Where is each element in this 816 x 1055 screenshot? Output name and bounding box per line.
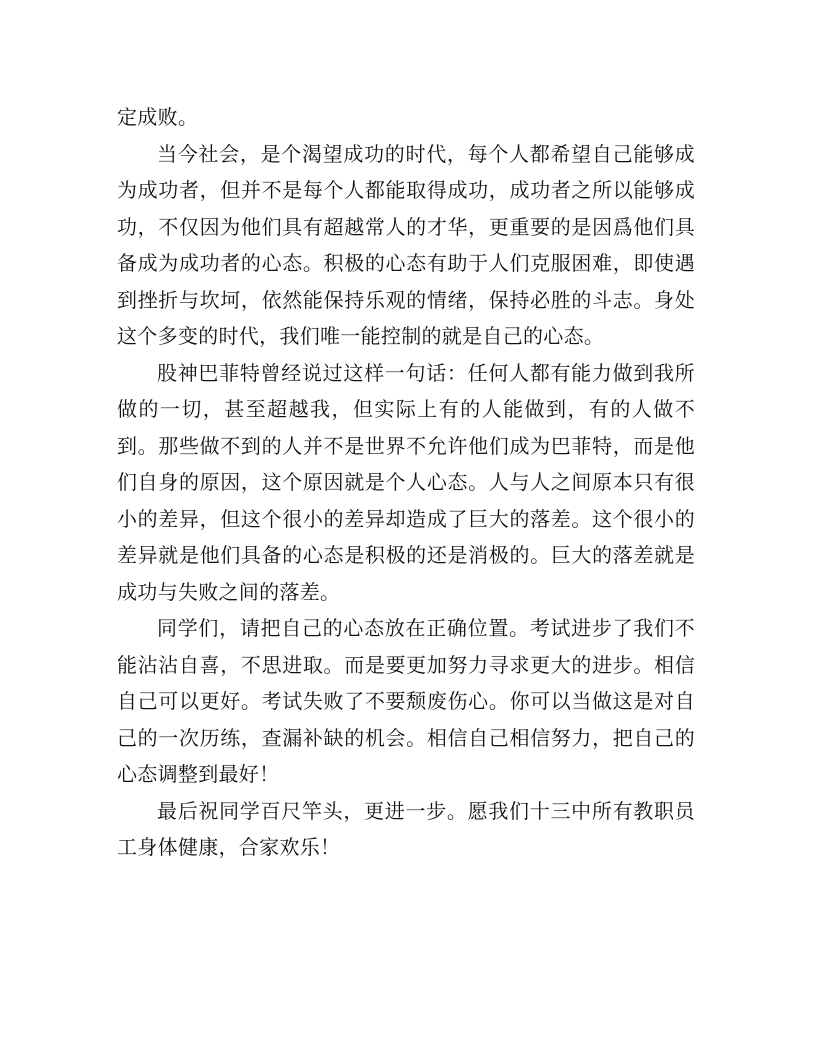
paragraph-students-mindset: 同学们，请把自己的心态放在正确位置。考试进步了我们不能沾沾自喜，不思进取。而是要更加努力寻求更大的进步。相信自己可以更好。考试失败了不要颓废伤心。你可以当做这是对自己的一次历练，查漏补缺的机会。相信自己相信努力，把自己的心态调整到最好！ (117, 616, 695, 786)
paragraph-era-of-success: 当今社会，是个渴望成功的时代，每个人都希望自己能够成为成功者，但并不是每个人都能取得成功，成功者之所以能够成功，不仅因为他们具有超越常人的才华，更重要的是因爲他们具备成为成功者的心态。积极的心态有助于人们克服困难，即使遇到挫折与坎坷，依然能保持乐观的情绪，保持必胜的斗志。身处这个多变的时代，我们唯一能控制的就是自己的心态。 (117, 141, 695, 348)
body-text (117, 99, 695, 866)
paragraph-buffett-quote: 股神巴菲特曾经说过这样一句话：任何人都有能力做到我所做的一切，甚至超越我，但实际上有的人能做到，有的人做不到。那些做不到的人并不是世界不允许他们成为巴菲特，而是他们自身的原因，这个原因就是个人心态。人与人之间原本只有很小的差异，但这个很小的差异却造成了巨大的落差。这个很小的差异就是他们具备的心态是积极的还是消极的。巨大的落差就是成功与失败之间的落差。 (117, 360, 695, 604)
paragraph-closing-wishes: 最后祝同学百尺竿头，更进一步。愿我们十三中所有教职员工身体健康，合家欢乐！ (117, 798, 695, 859)
paragraph-continuation: 定成败。 (117, 105, 199, 129)
